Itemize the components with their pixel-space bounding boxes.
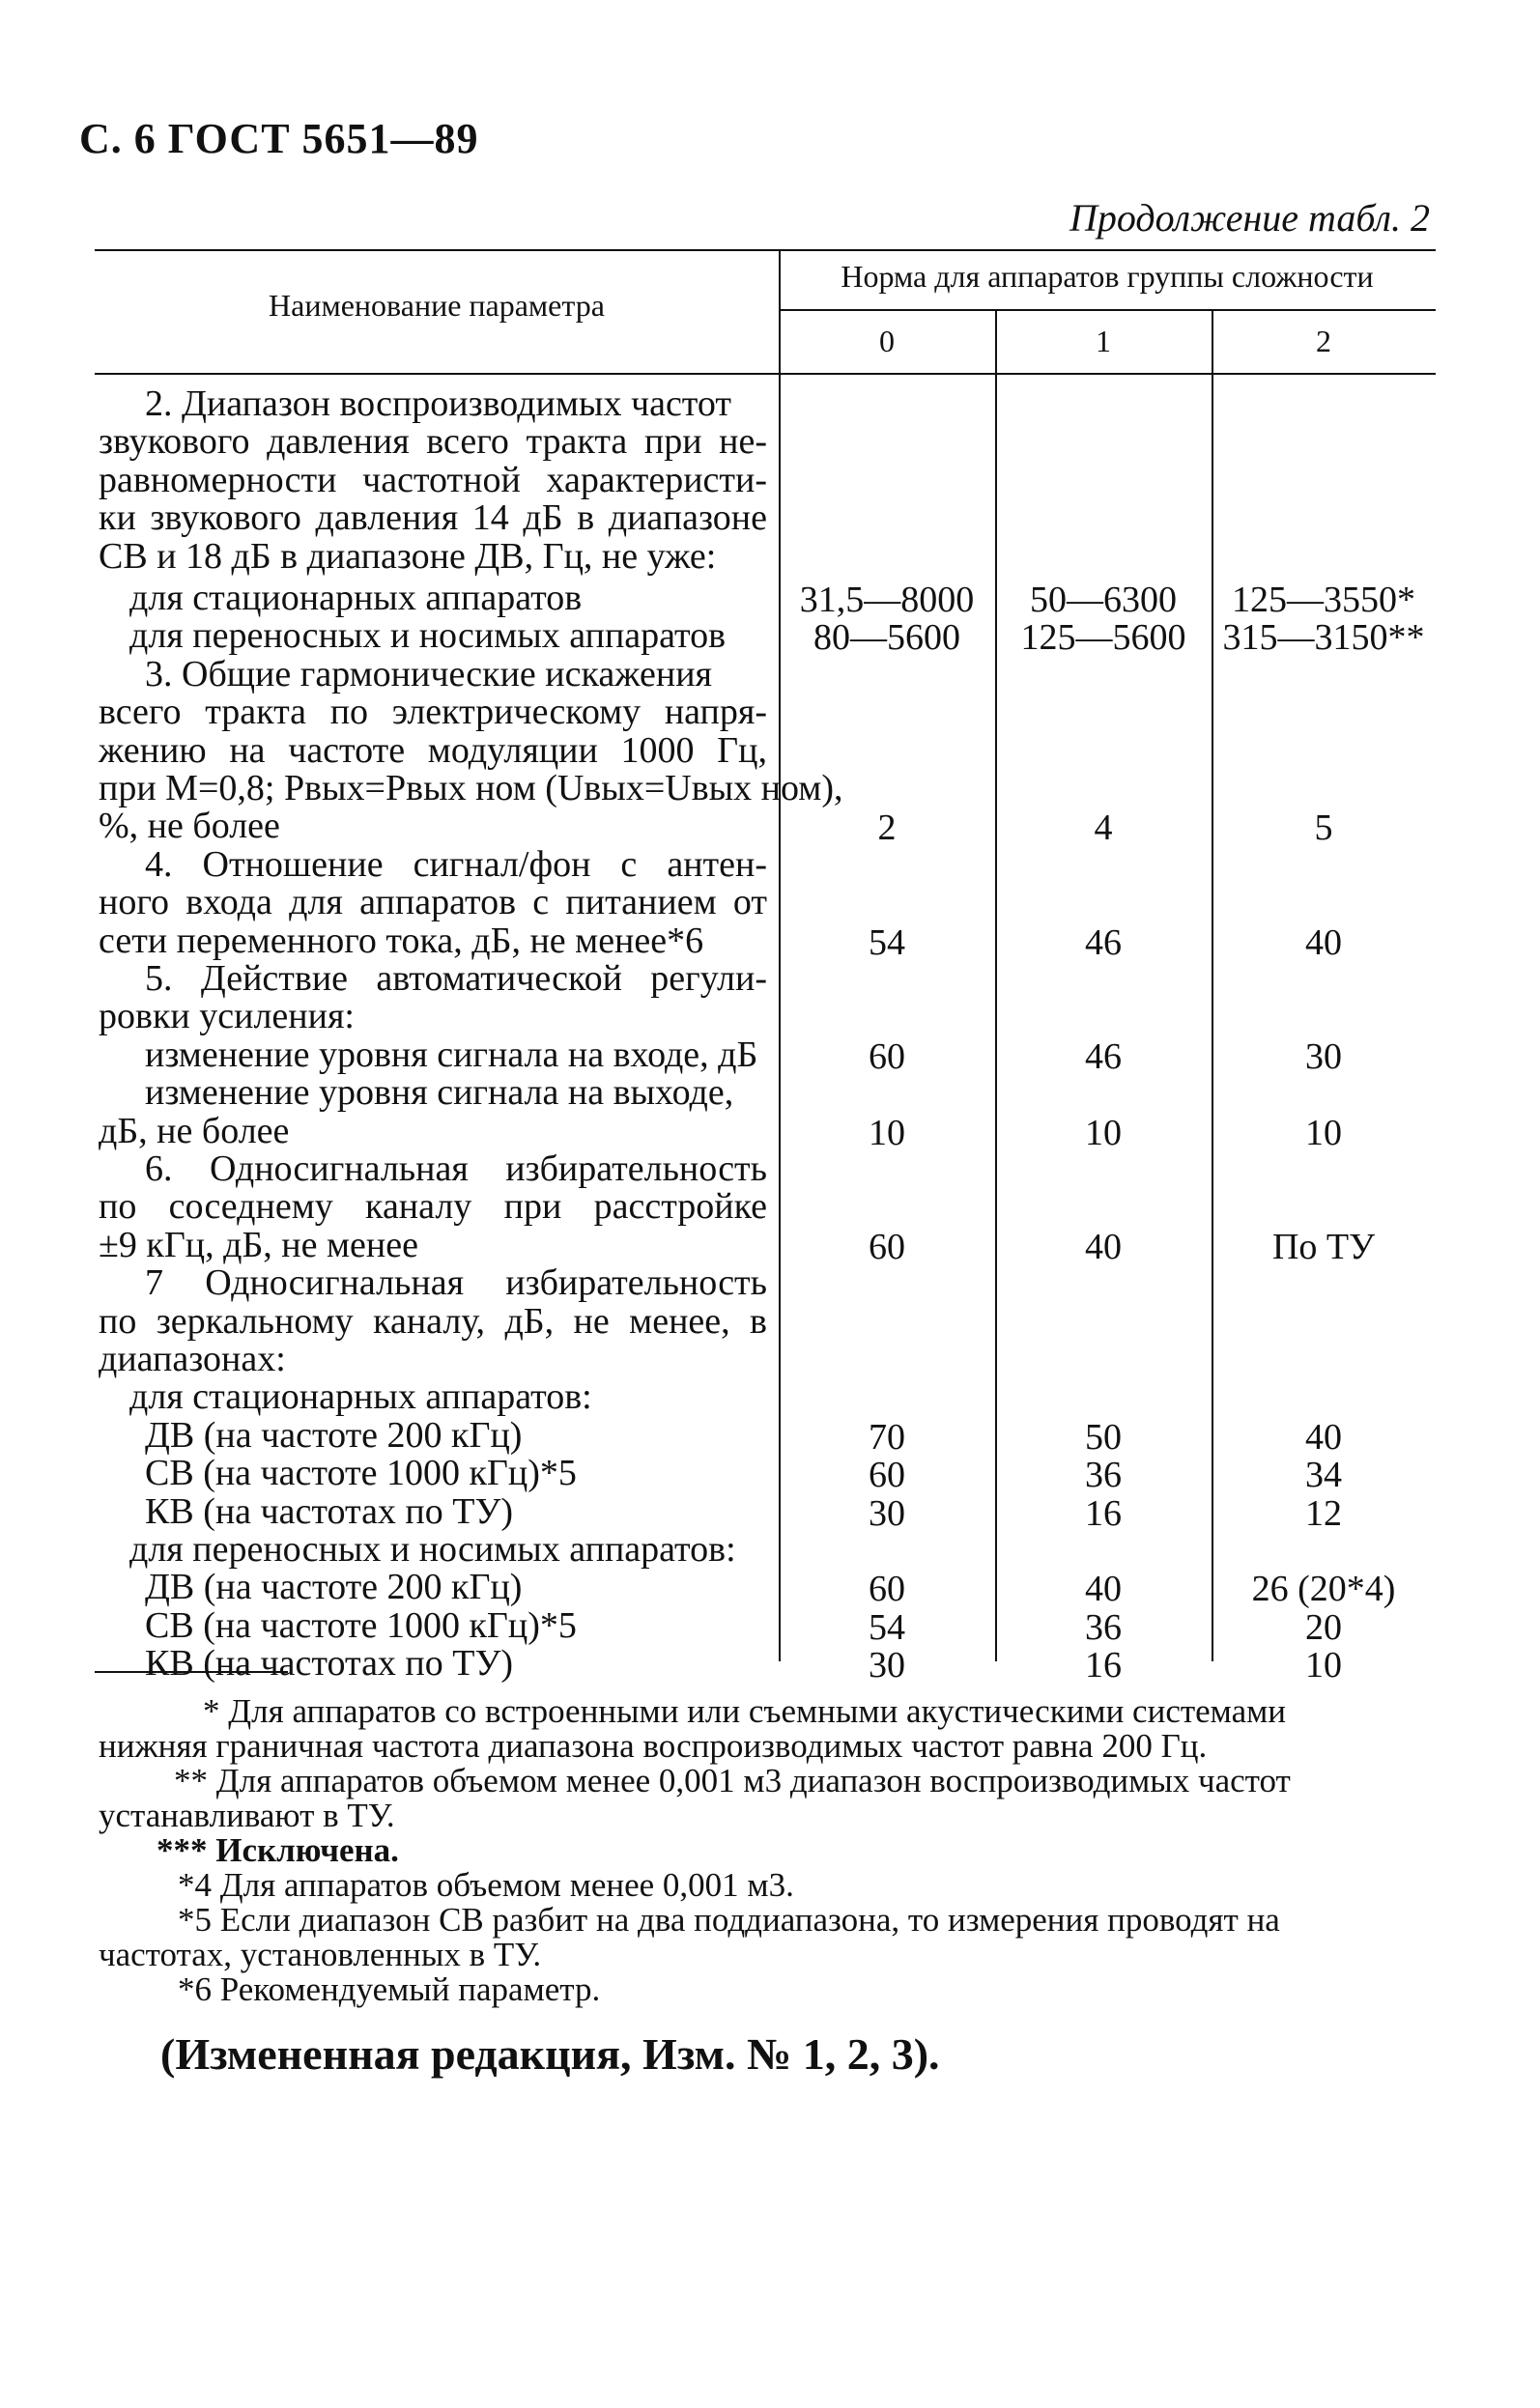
value-cell-group-1: 16 — [1085, 1645, 1122, 1686]
param-line: СВ и 18 дБ в диапазоне ДВ, Гц, не уже: — [99, 535, 717, 577]
param-line: 2. Диапазон воспроизводимых частот — [145, 383, 732, 424]
value-cell-group-1: 46 — [1085, 1035, 1122, 1077]
param-line: по соседнему каналу при расстройке — [99, 1186, 767, 1228]
param-line: диапазонах: — [99, 1338, 286, 1379]
value-cell-group-1: 40 — [1085, 1569, 1122, 1610]
param-line: ДВ (на частоте 200 кГц) — [145, 1567, 523, 1608]
value-cell-group-0: 10 — [869, 1112, 905, 1153]
param-line: 7 Односигнальная избирательность — [145, 1262, 767, 1304]
param-line: 5. Действие автоматической регули- — [145, 957, 767, 999]
amendment-note: (Измененная редакция, Изм. № 1, 2, 3). — [160, 2029, 940, 2079]
value-cell-group-0: 54 — [869, 921, 905, 963]
value-cell-group-0: 60 — [869, 1035, 905, 1077]
footnote-line: * Для аппаратов со встроенными или съемными акустическими системами — [203, 1692, 1287, 1730]
param-line: для стационарных аппаратов — [129, 577, 583, 618]
header-sub-rule — [779, 309, 1436, 311]
value-cell-group-0: 2 — [877, 807, 897, 849]
value-cell-group-1: 50—6300 — [1030, 579, 1177, 620]
norm-header: Норма для аппаратов группы сложности — [841, 259, 1374, 294]
page-header: С. 6 ГОСТ 5651—89 — [79, 115, 479, 162]
footnote-line: *4 Для аппаратов объемом менее 0,001 м3. — [178, 1866, 794, 1904]
param-line: изменение уровня сигнала на выходе, — [145, 1072, 734, 1114]
value-cell-group-0: 60 — [869, 1455, 905, 1496]
param-line: по зеркальному каналу, дБ, не менее, в — [99, 1300, 767, 1342]
param-line: для переносных и носимых аппаратов — [129, 615, 727, 657]
value-cell-group-1: 125—5600 — [1020, 617, 1186, 659]
value-cell-group-2: 34 — [1305, 1455, 1342, 1496]
param-line: КВ (на частотах по ТУ) — [145, 1490, 514, 1532]
group-2-header: 2 — [1316, 324, 1331, 358]
value-cell-group-2: 12 — [1305, 1492, 1342, 1534]
value-cell-group-1: 50 — [1085, 1416, 1122, 1458]
value-cell-group-1: 36 — [1085, 1606, 1122, 1648]
footnote-line: *5 Если диапазон СВ разбит на два поддиапазона, то измерения проводят на — [178, 1901, 1280, 1939]
group-0-header: 0 — [879, 324, 895, 358]
param-line: всего тракта по электрическому напря- — [99, 692, 767, 733]
param-line: звукового давления всего тракта при не- — [99, 421, 767, 463]
param-line: при M=0,8; Pвых=Pвых ном (Uвых=Uвых ном), — [99, 767, 843, 808]
param-line: изменение уровня сигнала на входе, дБ — [145, 1034, 758, 1075]
value-cell-group-1: 40 — [1085, 1226, 1122, 1267]
value-cell-group-2: 40 — [1305, 921, 1342, 963]
header-bottom-rule — [95, 373, 1436, 375]
value-cell-group-2: 315—3150** — [1222, 617, 1425, 659]
value-cell-group-2: 30 — [1305, 1035, 1342, 1077]
value-cell-group-1: 4 — [1094, 807, 1113, 849]
param-line: ±9 кГц, дБ, не менее — [99, 1224, 418, 1265]
footnote-line: частотах, установленных в ТУ. — [99, 1936, 542, 1973]
value-cell-group-0: 30 — [869, 1645, 905, 1686]
param-line: 4. Отношение сигнал/фон с антен- — [145, 843, 767, 885]
param-line: ДВ (на частоте 200 кГц) — [145, 1414, 523, 1456]
value-cell-group-0: 70 — [869, 1416, 905, 1458]
value-cell-group-2: 26 (20*4) — [1251, 1569, 1396, 1610]
value-cell-group-2: 5 — [1314, 807, 1333, 849]
value-cell-group-0: 60 — [869, 1569, 905, 1610]
value-cell-group-0: 30 — [869, 1492, 905, 1534]
param-header: Наименование параметра — [269, 288, 605, 323]
param-line: КВ (на частотах по ТУ) — [145, 1643, 514, 1685]
value-cell-group-1: 36 — [1085, 1455, 1122, 1496]
param-line: сети переменного тока, дБ, не менее*6 — [99, 920, 704, 961]
param-line: %, не более — [99, 806, 280, 847]
value-cell-group-2: 10 — [1305, 1645, 1342, 1686]
param-line: ки звукового давления 14 дБ в диапазоне — [99, 497, 767, 539]
value-cell-group-1: 16 — [1085, 1492, 1122, 1534]
footnote-line: *** Исключена. — [157, 1831, 399, 1869]
value-cell-group-2: 20 — [1305, 1606, 1342, 1648]
param-line: дБ, не более — [99, 1110, 290, 1151]
value-cell-group-0: 31,5—8000 — [799, 579, 975, 620]
group-1-header: 1 — [1096, 324, 1111, 358]
footnote-line: нижняя граничная частота диапазона воспроизводимых частот равна 200 Гц. — [99, 1727, 1208, 1765]
table-top-rule — [95, 249, 1436, 251]
value-cell-group-2: 10 — [1305, 1112, 1342, 1153]
footnote-line: *6 Рекомендуемый параметр. — [178, 1970, 601, 2008]
param-line: 3. Общие гармонические искажения — [145, 653, 713, 694]
value-cell-group-2: 125—3550* — [1232, 579, 1415, 620]
value-cell-group-0: 54 — [869, 1606, 905, 1648]
footnote-line: ** Для аппаратов объемом менее 0,001 м3 диапазон воспроизводимых частот — [174, 1762, 1291, 1799]
value-cell-group-1: 10 — [1085, 1112, 1122, 1153]
footnote-line: устанавливают в ТУ. — [99, 1797, 395, 1834]
param-line: жению на частоте модуляции 1000 Гц, — [99, 729, 767, 771]
param-line: СВ (на частоте 1000 кГц)*5 — [145, 1453, 577, 1494]
value-cell-group-0: 80—5600 — [813, 617, 960, 659]
continuation-label: Продолжение табл. 2 — [1069, 196, 1430, 240]
value-cell-group-2: По ТУ — [1271, 1226, 1376, 1267]
param-line: для стационарных аппаратов: — [129, 1376, 592, 1418]
param-line: равномерности частотной характеристи- — [99, 459, 767, 500]
value-cell-group-0: 60 — [869, 1226, 905, 1267]
param-line: ного входа для аппаратов с питанием от — [99, 882, 767, 923]
value-cell-group-2: 40 — [1305, 1416, 1342, 1458]
param-line: 6. Односигнальная избирательность — [145, 1147, 767, 1189]
param-line: СВ (на частоте 1000 кГц)*5 — [145, 1604, 577, 1646]
param-line: для переносных и носимых аппаратов: — [129, 1528, 736, 1570]
value-cell-group-1: 46 — [1085, 921, 1122, 963]
param-line: ровки усиления: — [99, 996, 355, 1037]
